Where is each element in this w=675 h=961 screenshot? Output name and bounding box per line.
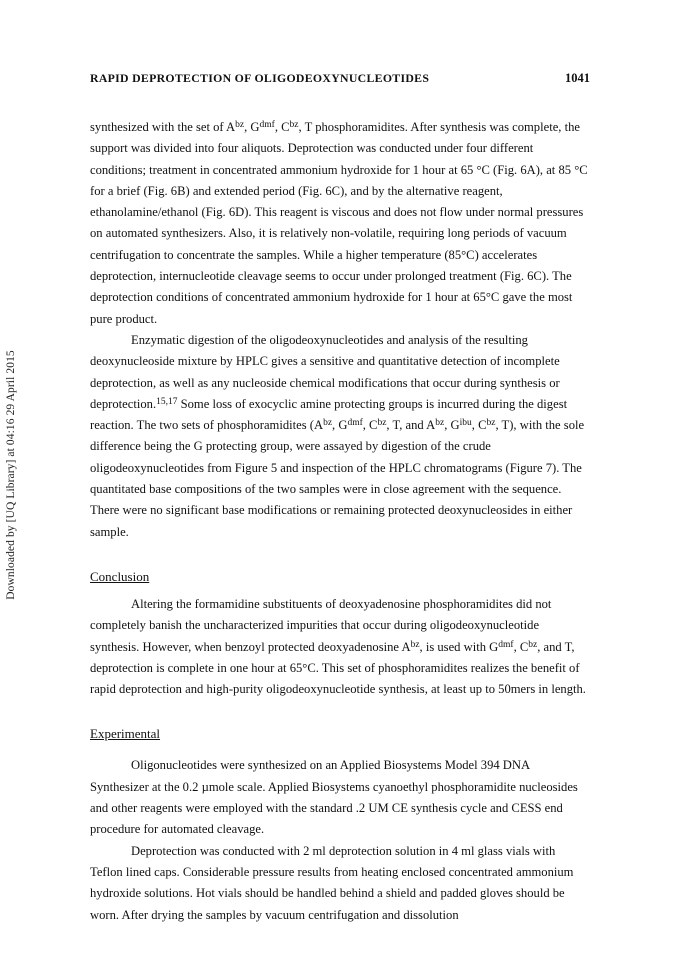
conclusion-heading: Conclusion — [90, 568, 150, 584]
results-paragraph-2: Enzymatic digestion of the oligodeoxynucleotides and analysis of the resulting deoxynucleoside mixture by HPLC gives a sensitive and quantitative detection of incomplete deprotection, as well as any nucleoside chemical modifications that occur during synthesis or deprotection.$^{15,17}$ Some loss of exocyclic amine protecting groups is incurred during the digest reaction. The two sets of phosphoramidites ($A^{bz}$, $G^{dmf}$, $C^{bz}$, T, and $A^{bz}$, $G^{ibu}$, $C^{bz}$, T), with the sole difference being the G protecting group, were assayed by digestion of the crude oligodeoxynucleotides from Figure 5 and inspection of the HPLC chromatograms (Figure 7). The quantitated base compositions of the two samples were in close agreement with the sequence. There were no significant base modifications or remaining protected deoxynucleosides in either sample. — [90, 332, 585, 539]
page-header — [90, 71, 590, 91]
experimental-heading: Experimental — [90, 726, 161, 742]
running-head: RAPID DEPROTECTION OF OLIGODEOXYNUCLEOTIDES — [90, 71, 430, 85]
citation-ref: 15,17 — [156, 396, 178, 407]
page-body — [90, 117, 588, 926]
conclusion-paragraph: Altering the formamidine substituents of deoxyadenosine phosphoramidites did not completely banish the uncharacterized impurities that occur during oligodeoxynucleotide synthesis. However, when benzoyl protected deoxyadenosine $A^{bz}$, is used with $G^{dmf}$, $C^{bz}$, and T, deprotection is complete in one hour at 65°C. This set of phosphoramidites realizes the benefit of rapid deprotection and high-purity oligodeoxynucleotide synthesis, at least up to 50mers in length. — [90, 596, 586, 697]
experimental-paragraph-1: Oligonucleotides were synthesized on an Applied Biosystems Model 394 DNA Synthesizer at the 0.2 µmole scale. Applied Biosystems cyanoethyl phosphoramidite nucleosides and other reagents were employed with the standard .2 UM CE synthesis cycle and CESS end procedure for automated cleavage. — [90, 758, 578, 837]
page-number: 1041 — [565, 71, 590, 85]
download-watermark — [3, 305, 19, 645]
download-notice: Downloaded by [UQ Library] at 04:16 29 April 2015 — [5, 350, 17, 600]
experimental-paragraph-2: Deprotection was conducted with 2 ml deprotection solution in 4 ml glass vials with Teflon lined caps. Considerable pressure results from heating enclosed concentrated ammonium hydroxide solutions. Hot vials should be handled behind a shield and padded gloves should be worn. After drying the samples by vacuum centrifugation and dissolution — [90, 843, 574, 922]
results-paragraph-1: synthesized with the set of $A^{bz}$, $G^{dmf}$, $C^{bz}$, T phosphoramidites. After synthesis was complete, the support was divided into four aliquots. Deprotection was conducted under four different conditions; treatment in concentrated ammonium hydroxide for 1 hour at 65 °C (Fig. 6A), at 85 °C for a brief (Fig. 6B) and extended period (Fig. 6C), and by the alternative reagent, ethanolamine/ethanol (Fig. 6D). This reagent is viscous and does not flow under normal pressures on automated synthesizers. Also, it is relatively non-volatile, requiring long periods of vacuum centrifugation to concentrate the samples. While a higher temperature (85°C) accelerates deprotection, internucleotide cleavage seems to occur under prolonged treatment (Fig. 6C). The deprotection conditions of concentrated ammonium hydroxide for 1 hour at 65°C gave the most pure product. — [90, 120, 588, 326]
